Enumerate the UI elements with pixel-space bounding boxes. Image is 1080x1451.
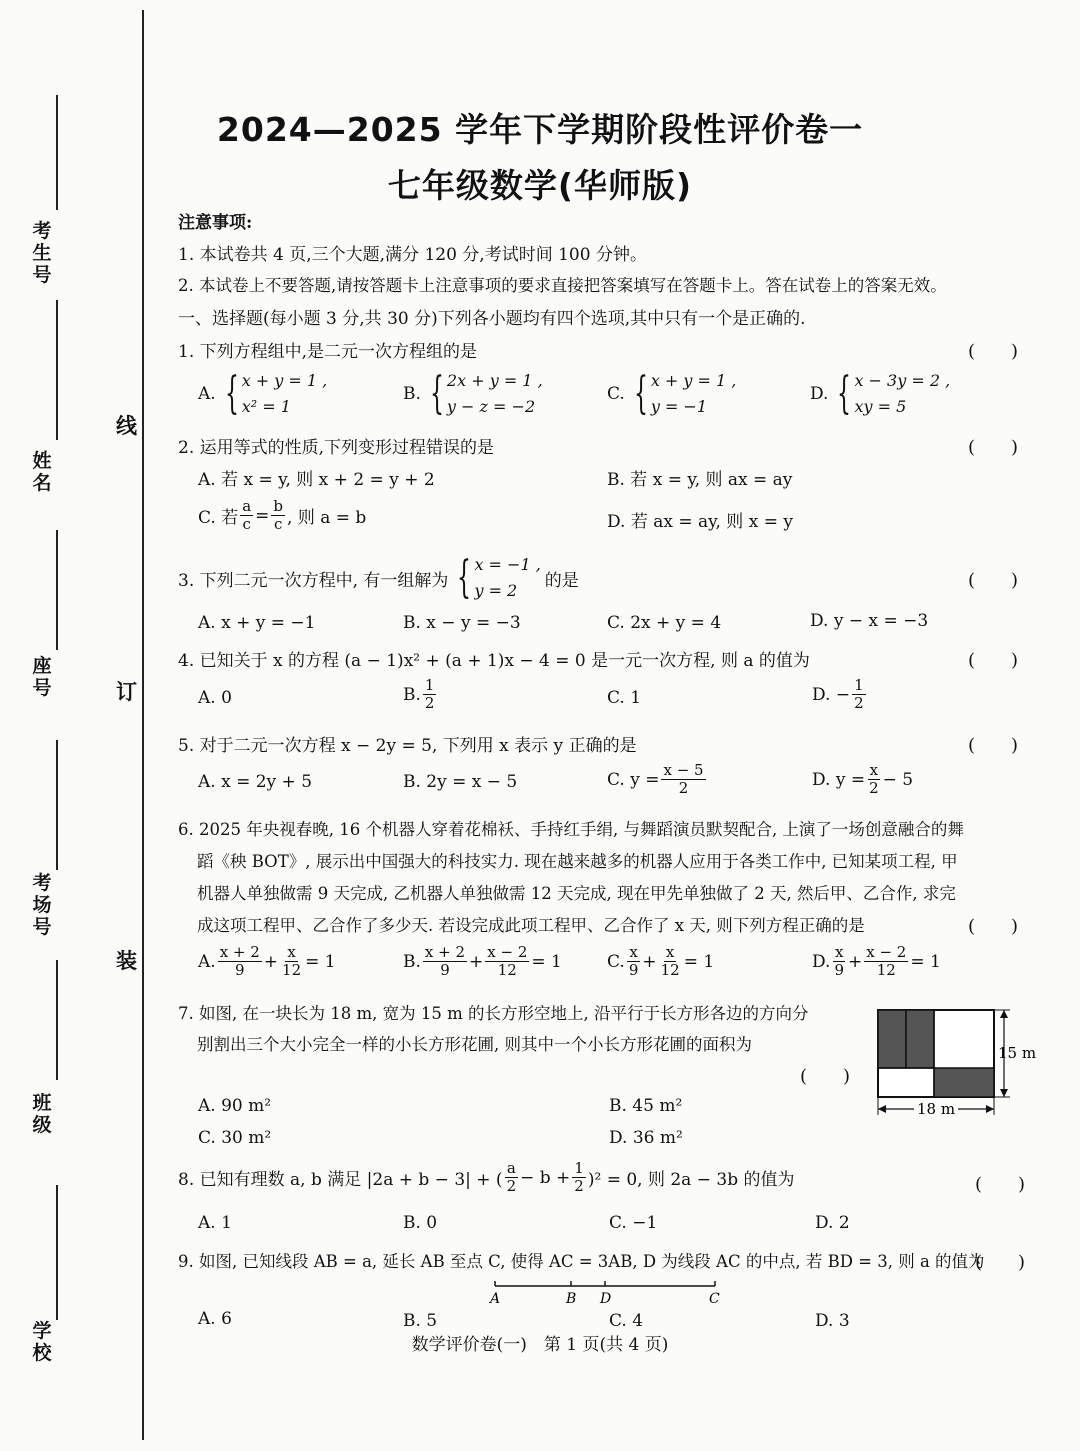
note-1: 1. 本试卷共 4 页,三个大题,满分 120 分,考试时间 100 分钟。 <box>178 245 647 265</box>
notes-heading: 注意事项: <box>178 213 253 233</box>
q7-option-c: C. 30 m² <box>198 1128 272 1148</box>
q8-stem: 8. 已知有理数 a, b 满足 |2a + b − 3| + ( $\frac{a}{2}$ − b + $\frac{1}{2}$ )² = 0, 则 2a − 3b 的值为 <box>178 1159 795 1195</box>
q3-option-d: D. y − x = −3 <box>810 611 929 631</box>
q5-option-a: A. x = 2y + 5 <box>198 772 313 792</box>
q8-option-b: B. 0 <box>403 1213 438 1233</box>
q3-option-a: A. x + y = −1 <box>198 613 316 633</box>
q8-option-d: D. 2 <box>815 1213 850 1233</box>
q3-answer-paren: ( ) <box>968 570 1019 591</box>
label-name: 姓 名 <box>32 450 52 494</box>
q2-option-b: B. 若 x = y, 则 ax = ay <box>607 470 793 490</box>
q7-line-1: 7. 如图, 在一块长为 18 m, 宽为 15 m 的长方形空地上, 沿平行于长方形各边的方向分 <box>178 1004 809 1023</box>
q9-point-c: C <box>709 1291 720 1307</box>
q4-answer-paren: ( ) <box>968 650 1019 671</box>
label-class: 班 级 <box>32 1092 52 1136</box>
title-line-1: 2024—2025 学年下学期阶段性评价卷一 <box>216 110 864 149</box>
q3-option-c: C. 2x + y = 4 <box>607 613 722 633</box>
note-2: 2. 本试卷上不要答题,请按答题卡上注意事项的要求直接把答案填写在答题卡上。答在试卷上的答案无效。 <box>178 276 947 295</box>
q2-answer-paren: ( ) <box>968 437 1019 458</box>
q7-option-b: B. 45 m² <box>609 1096 683 1116</box>
q9-point-a: A <box>490 1291 501 1307</box>
q7-line-2: 别割出三个大小完全一样的小长方形花圃, 则其中一个小长方形花圃的面积为 <box>197 1035 752 1054</box>
underline-room <box>56 740 58 870</box>
underline-school <box>56 1185 58 1320</box>
q9-point-d: D <box>600 1291 612 1307</box>
q6-option-d: D. $\frac{x}{9}$ + $\frac{x - 2}{12}$ = 1 <box>812 943 941 979</box>
q5-option-d: D. y = $\frac{x}{2}$ − 5 <box>812 761 914 797</box>
q9-option-d: D. 3 <box>815 1311 850 1331</box>
q6-option-b: B. $\frac{x + 2}{9}$ + $\frac{x - 2}{12}$ = 1 <box>403 943 562 979</box>
title-line-2: 七年级数学(华师版) <box>387 166 693 205</box>
label-exam-number: 考 生 号 <box>32 220 52 286</box>
q7-option-d: D. 36 m² <box>609 1128 683 1148</box>
q2-option-a: A. 若 x = y, 则 x + 2 = y + 2 <box>198 470 435 490</box>
q7-option-a: A. 90 m² <box>198 1096 272 1116</box>
q3-option-b: B. x − y = −3 <box>403 613 521 633</box>
q7-figure-length-label: 18 m <box>917 1100 956 1118</box>
q6-line-3: 机器人单独做需 9 天完成, 乙机器人单独做需 12 天完成, 现在甲先单独做了 2 天, 然后甲、乙合作, 求完 <box>197 884 956 903</box>
page-footer: 数学评价卷(一) 第 1 页(共 4 页) <box>411 1335 669 1355</box>
q9-point-b: B <box>566 1291 577 1307</box>
q1-option-b: B. { 2x + y = 1 , y − z = −2 <box>403 368 543 419</box>
q1-stem: 1. 下列方程组中,是二元一次方程组的是 <box>178 342 478 362</box>
q5-option-c: C. y = $\frac{x - 5}{2}$ <box>607 761 704 797</box>
q9-answer-paren: ( ) <box>975 1252 1026 1273</box>
q5-option-b: B. 2y = x − 5 <box>403 772 518 792</box>
q7-figure-bed-1 <box>878 1010 906 1068</box>
q2-stem: 2. 运用等式的性质,下列变形过程错误的是 <box>178 438 495 458</box>
seal-xian: 线 <box>116 413 137 438</box>
label-school: 学 校 <box>32 1320 52 1364</box>
q7-figure-bed-3 <box>934 1068 994 1097</box>
q6-option-c: C. $\frac{x}{9}$ + $\frac{x}{12}$ = 1 <box>607 943 715 979</box>
q2-option-d: D. 若 ax = ay, 则 x = y <box>607 512 793 532</box>
q9-option-c: C. 4 <box>609 1311 644 1331</box>
q9-stem: 9. 如图, 已知线段 AB = a, 延长 AB 至点 C, 使得 AC = 3AB, D 为线段 AC 的中点, 若 BD = 3, 则 a 的值为 <box>178 1252 985 1271</box>
q5-answer-paren: ( ) <box>968 735 1019 756</box>
q7-figure <box>870 1000 1040 1125</box>
q1-answer-paren: ( ) <box>968 341 1019 362</box>
q6-line-2: 蹈《秧 BOT》, 展示出中国强大的科技实力. 现在越来越多的机器人应用于各类工作中, 已知某项工程, 甲 <box>197 852 958 871</box>
q6-line-4: 成这项工程甲、乙合作了多少天. 若设完成此项工程甲、乙合作了 x 天, 则下列方程正确的是 <box>197 916 865 935</box>
q8-answer-paren: ( ) <box>975 1174 1026 1195</box>
label-room: 考 场 号 <box>32 872 52 938</box>
underline-class <box>56 960 58 1080</box>
binding-line <box>142 10 144 1440</box>
label-seat: 座 号 <box>32 655 52 699</box>
section-1-heading: 一、选择题(每小题 3 分,共 30 分)下列各小题均有四个选项,其中只有一个是正确的. <box>178 309 806 329</box>
underline-seat <box>56 530 58 650</box>
q4-option-d: D. − $\frac{1}{2}$ <box>812 676 864 712</box>
q4-stem: 4. 已知关于 x 的方程 (a − 1)x² + (a + 1)x − 4 = 0 是一元一次方程, 则 a 的值为 <box>178 651 810 671</box>
q5-stem: 5. 对于二元一次方程 x − 2y = 5, 下列用 x 表示 y 正确的是 <box>178 736 637 756</box>
underline-name <box>56 300 58 440</box>
q6-answer-paren: ( ) <box>968 916 1019 937</box>
q8-option-a: A. 1 <box>198 1213 232 1233</box>
q8-option-c: C. −1 <box>609 1213 658 1233</box>
q2-option-c: C. 若 $\frac{a}{c}$ = $\frac{b}{c}$ , 则 a = b <box>198 497 367 533</box>
q7-figure-width-label: 15 m <box>998 1044 1037 1062</box>
q9-option-a: A. 6 <box>198 1309 232 1329</box>
q7-figure-bed-2 <box>906 1010 934 1068</box>
seal-ding: 订 <box>116 679 137 704</box>
q1-option-d: D. { x − 3y = 2 , xy = 5 <box>810 368 951 419</box>
seal-zhuang: 装 <box>116 948 137 973</box>
q3-stem: 3. 下列二元一次方程中, 有一组解为 { x = −1 , y = 2 的是 <box>178 552 579 603</box>
q1-option-a: A. { x + y = 1 , x² = 1 <box>198 368 328 419</box>
q4-option-b: B. $\frac{1}{2}$ <box>403 676 435 712</box>
q4-option-a: A. 0 <box>198 688 232 708</box>
q9-segment-figure <box>485 1278 725 1308</box>
q7-answer-paren: ( ) <box>800 1066 851 1087</box>
q9-option-b: B. 5 <box>403 1311 438 1331</box>
q1-option-c: C. { x + y = 1 , y = −1 <box>607 368 737 419</box>
q6-line-1: 6. 2025 年央视春晚, 16 个机器人穿着花棉袄、手持红手绢, 与舞蹈演员默契配合, 上演了一场创意融合的舞 <box>178 820 964 839</box>
q6-option-a: A. $\frac{x + 2}{9}$ + $\frac{x}{12}$ = 1 <box>198 943 336 979</box>
q4-option-c: C. 1 <box>607 688 642 708</box>
